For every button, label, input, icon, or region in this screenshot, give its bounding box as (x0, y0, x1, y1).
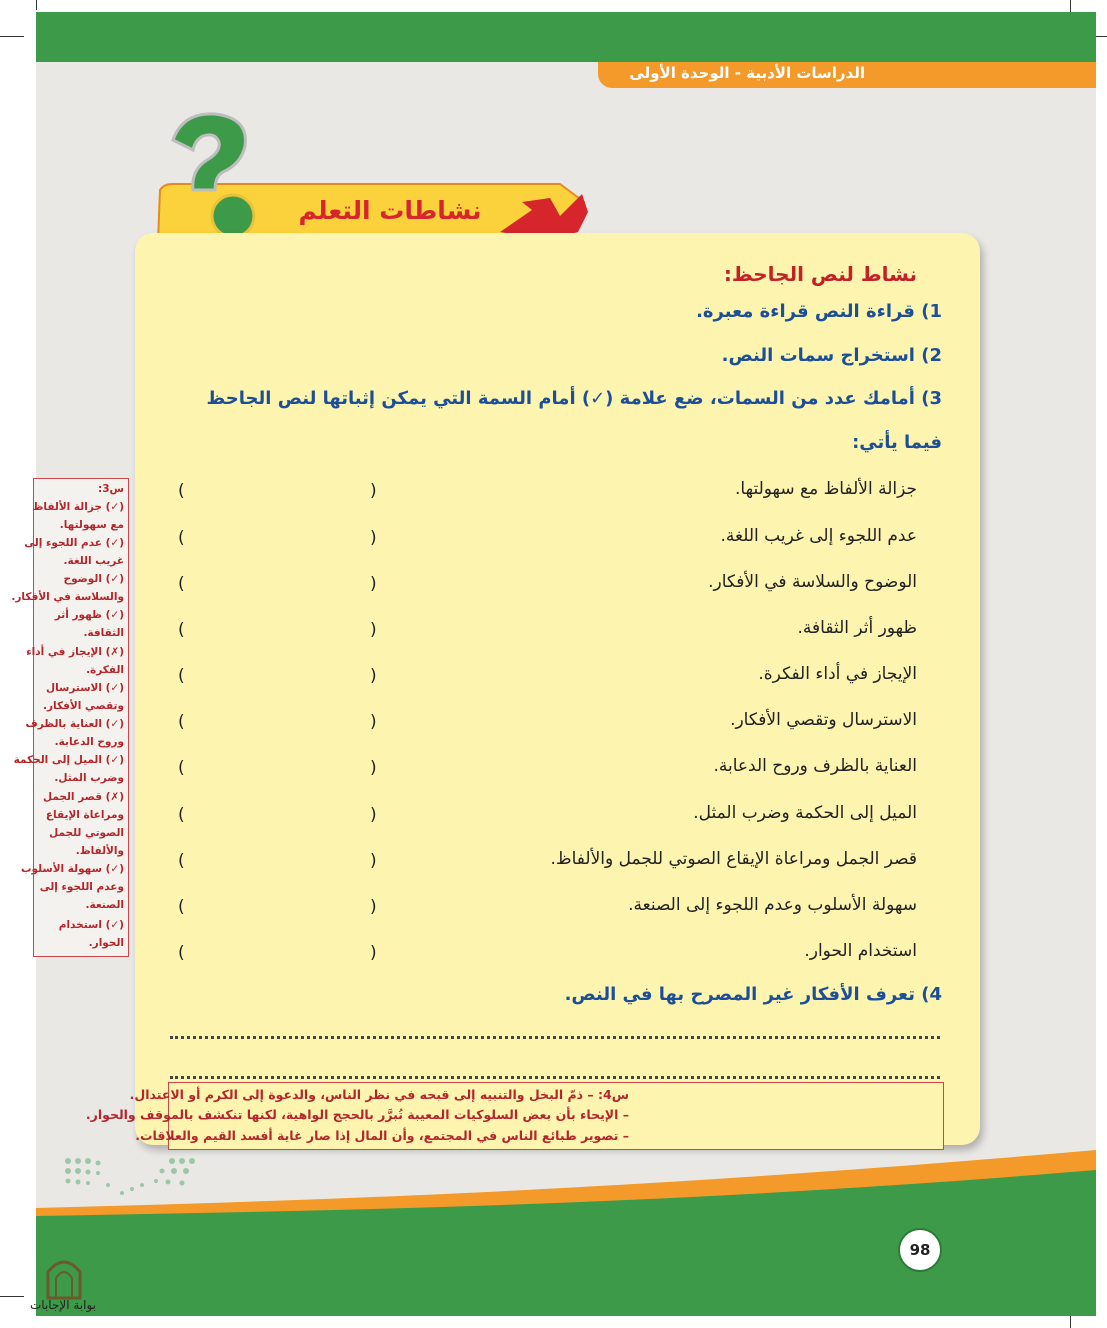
question-1: 1) قراءة النص قراءة معبرة. (696, 301, 942, 322)
activity-card (135, 233, 980, 1145)
answer-slot-open: ( (178, 574, 185, 594)
bottom-wave-decoration (36, 1130, 1096, 1220)
margin-answer-line: وتقصي الأفكار. (42, 700, 124, 712)
margin-answer-line: (✓) الوضوح (63, 573, 124, 585)
answer-slot-open: ( (178, 943, 185, 963)
answer-q4-line: س4: – ذمّ البخل والتنبيه إلى قبحه في نظر الناس، والدعوة إلى الكرم أو الاعتدال. (129, 1087, 629, 1102)
list-item: سهولة الأسلوب وعدم اللجوء إلى الصنعة. (628, 895, 917, 915)
list-item: قصر الجمل ومراعاة الإيقاع الصوتي للجمل والألفاظ. (550, 849, 917, 869)
answer-slot-close: ) (370, 620, 377, 640)
margin-answer-line: س3: (97, 483, 124, 495)
list-item: عدم اللجوء إلى غريب اللغة. (720, 526, 917, 546)
margin-answer-line: (✓) الميل إلى الحكمة (13, 754, 124, 766)
footer-green-band (36, 1217, 1096, 1316)
answer-slot-open: ( (178, 481, 185, 501)
question-3: 3) أمامك عدد من السمات، ضع علامة (✓) أمام السمة التي يمكن إثباتها لنص الجاحظ (206, 388, 942, 409)
list-item: الوضوح والسلاسة في الأفكار. (708, 572, 917, 592)
margin-answer-line: (✓) الاسترسال (46, 682, 124, 694)
answer-slot-close: ) (370, 481, 377, 501)
answer-slot-close: ) (370, 805, 377, 825)
answer-slot-open: ( (178, 851, 185, 871)
margin-answer-line: غريب اللغة. (63, 555, 124, 567)
answer-slot-close: ) (370, 712, 377, 732)
margin-answer-line: والألفاظ. (75, 845, 124, 857)
watermark-logo-icon (44, 1254, 84, 1300)
answer-slot-open: ( (178, 897, 185, 917)
answer-slot-open: ( (178, 620, 185, 640)
margin-answer-line: وروح الدعابة. (54, 736, 124, 748)
answer-slot-close: ) (370, 574, 377, 594)
answer-slot-close: ) (370, 943, 377, 963)
list-item: جزالة الألفاظ مع سهولتها. (735, 479, 917, 499)
margin-answer-line: الفكرة. (86, 664, 124, 676)
answer-slot-close: ) (370, 897, 377, 917)
margin-answer-line: الصوتي للجمل (49, 827, 124, 839)
margin-answer-line: (✗) قصر الجمل (43, 791, 124, 803)
list-item: الاسترسال وتقصي الأفكار. (730, 710, 917, 730)
margin-answer-line: (✓) سهولة الأسلوب (20, 863, 124, 875)
answer-slot-open: ( (178, 528, 185, 548)
margin-answer-line: وضرب المثل. (54, 772, 124, 784)
margin-answer-line: (✗) الإيجاز في أداء (26, 646, 124, 658)
section-title: نشاطات التعلم (298, 196, 482, 225)
answer-q4-line: – تصوير طبائع الناس في المجتمع، وأن المال إذا صار غاية أفسد القيم والعلاقات. (135, 1128, 629, 1143)
margin-answer-line: وعدم اللجوء إلى (39, 881, 124, 893)
header-title: الدراسات الأدبية - الوحدة الأولى (629, 64, 865, 82)
margin-answer-line: (✓) عدم اللجوء إلى (24, 537, 124, 549)
crop-mark (36, 0, 37, 10)
crop-mark (0, 36, 24, 37)
answer-slot-close: ) (370, 851, 377, 871)
answer-slot-close: ) (370, 758, 377, 778)
list-item: العناية بالظرف وروح الدعابة. (713, 756, 917, 776)
page-number: 98 (898, 1228, 942, 1272)
answer-dotted-line (170, 1076, 940, 1079)
crop-mark (0, 1296, 24, 1297)
question-4: 4) تعرف الأفكار غير المصرح بها في النص. (564, 984, 942, 1005)
answer-slot-close: ) (370, 666, 377, 686)
answer-q4-line: – الإيحاء بأن بعض السلوكيات المعيبة تُبرَّر بالحجج الواهية، لكنها تنكشف بالموقف والحوار. (85, 1107, 629, 1122)
margin-answer-line: مع سهولتها. (59, 519, 124, 531)
answer-dotted-line (170, 1036, 940, 1039)
margin-answer-line: الثقافة. (83, 627, 124, 639)
answer-slot-open: ( (178, 758, 185, 778)
list-item: ظهور أثر الثقافة. (797, 618, 917, 638)
list-item: استخدام الحوار. (804, 941, 917, 961)
list-item: الإيجاز في أداء الفكرة. (758, 664, 917, 684)
list-item: الميل إلى الحكمة وضرب المثل. (693, 803, 917, 823)
margin-answers-box (11, 478, 129, 957)
margin-answer-line: الصنعة. (85, 899, 124, 911)
answer-slot-open: ( (178, 805, 185, 825)
margin-answer-line: (✓) استخدام (58, 919, 124, 931)
answer-slot-open: ( (178, 666, 185, 686)
question-mark-icon (163, 112, 259, 242)
answer-slot-open: ( (178, 712, 185, 732)
margin-answer-line: الحوار. (88, 937, 124, 949)
answer-slot-close: ) (370, 528, 377, 548)
margin-answer-line: (✓) العناية بالظرف (25, 718, 124, 730)
question-3-continued: فيما يأتي: (852, 432, 942, 453)
margin-answer-line: (✓) جزالة الألفاظ (32, 501, 124, 513)
header-green-band (36, 12, 1096, 62)
margin-answer-line: والسلاسة في الأفكار. (11, 591, 124, 603)
question-2: 2) استخراج سمات النص. (721, 345, 942, 366)
watermark-text: بوابة الإجابات (30, 1298, 97, 1312)
activity-heading: نشاط لنص الجاحظ: (723, 262, 917, 286)
margin-answer-line: (✓) ظهور أثر (54, 609, 124, 621)
margin-answer-line: ومراعاة الإيقاع (45, 809, 124, 821)
